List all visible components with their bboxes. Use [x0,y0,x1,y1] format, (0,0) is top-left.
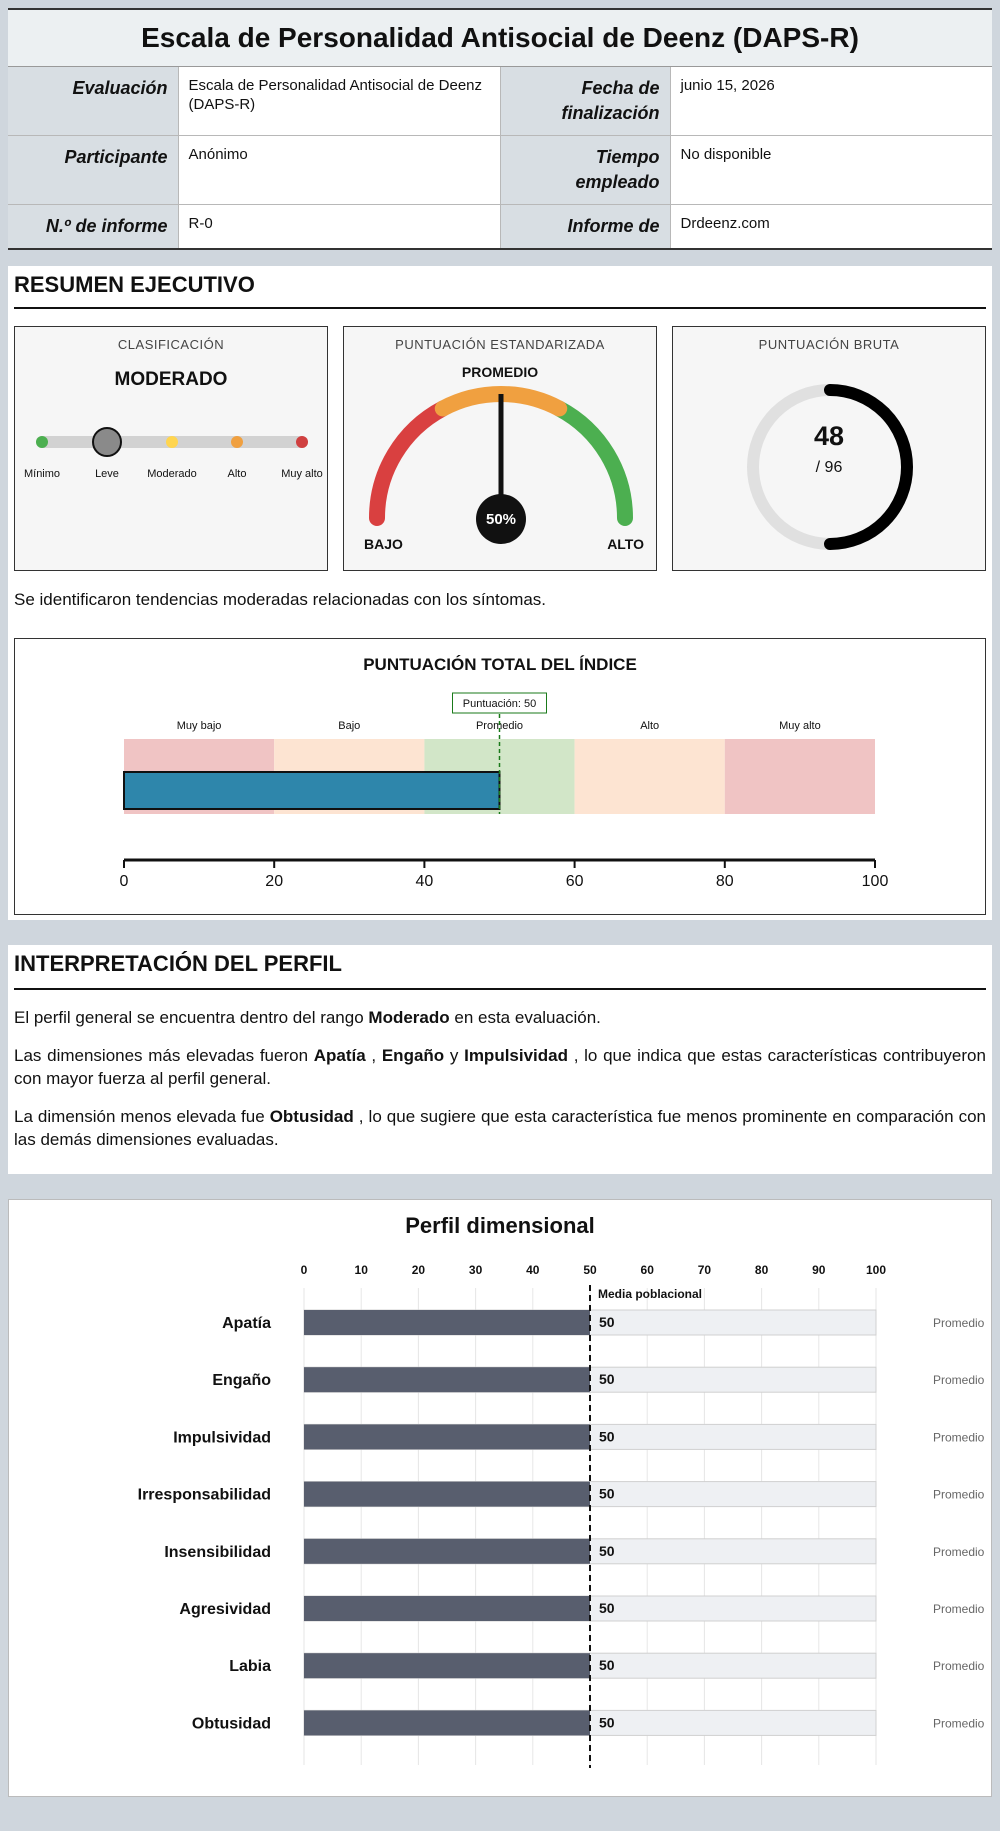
text-run-bold: Moderado [368,1008,450,1027]
dim-bar [304,1367,590,1392]
executive-summary-section [8,266,992,920]
dimension-name: Apatía [313,1046,366,1065]
section-divider [14,307,986,309]
index-band-label: Bajo [338,720,361,732]
dim-bar [304,1596,590,1621]
dim-bar [304,1482,590,1507]
info-label: Participante [8,136,178,205]
scale-level-dot [166,436,178,448]
dim-bar [304,1310,590,1335]
index-band-label: Promedio [475,720,524,732]
text-run: , lo que sugiere que esta característica fue menos prominente en comparación con las demás dimensiones evaluadas. [14,1107,987,1149]
text-run: El perfil general se encuentra dentro del rango [14,1008,364,1027]
dim-bar [304,1653,590,1678]
dim-value-label: 50 [599,1600,615,1616]
dims-x-tick-label: 60 [640,1263,654,1277]
dim-level-label: Promedio [933,1602,985,1616]
info-value: Drdeenz.com [670,205,992,249]
dim-bar [304,1424,590,1449]
scale-level-label: Alto [227,468,247,480]
card-caption: PUNTUACIÓN BRUTA [758,337,900,352]
dims-x-tick-label: 10 [354,1263,368,1277]
dim-level-label: Promedio [933,1659,985,1674]
classification-card [14,326,328,571]
index-x-tick-label: 40 [415,873,434,890]
info-value: junio 15, 2026 [670,67,992,136]
dim-value-label: 50 [599,1371,615,1388]
dimensions-chart [9,1200,991,1796]
scale-level-label: Muy alto [281,468,323,480]
dimension-name: Engaño [381,1046,445,1065]
dim-value-label: 50 [599,1542,615,1559]
interpretation-section [8,945,992,1174]
text-run: Las dimensiones más elevadas fueron [14,1046,309,1065]
index-band-label: Muy alto [779,720,821,732]
info-value: Anónimo [178,136,500,205]
raw-score-value: 48 [813,421,845,451]
scale-level-label: Moderado [147,468,197,480]
card-caption: CLASIFICACIÓN [117,337,225,352]
scale-level-dot [231,436,243,448]
report-header [8,8,992,250]
population-mean-label: Media poblacional [598,1287,703,1301]
dim-category-label: Apatía [222,1315,271,1332]
raw-score-card [672,326,986,571]
interpretation-paragraph [14,1006,986,1029]
dim-category-label: Impulsividad [173,1429,271,1447]
dim-level-label: Promedio [933,1544,985,1559]
scale-level-label: Mínimo [23,468,61,480]
standardized-score-card [343,326,657,571]
dim-value-label: 50 [599,1314,615,1330]
classification-value: MODERADO [114,369,228,390]
gauge-value-badge: 50% [476,494,526,544]
dims-x-tick-label: 40 [526,1263,540,1277]
report-info-table [8,67,992,248]
gauge-level-label: PROMEDIO [461,364,539,380]
info-label: Informe de [500,205,670,249]
index-score-label: Puntuación: 50 [462,698,537,710]
dim-value-label: 50 [599,1714,615,1731]
index-x-tick-label: 60 [565,873,584,890]
dimension-name: Obtusidad [269,1107,354,1126]
section-title: INTERPRETACIÓN DEL PERFIL [14,951,342,976]
info-row [8,205,992,249]
index-chart-box [14,638,986,915]
dim-category-label: Insensibilidad [164,1543,271,1561]
scale-level-dot [36,436,48,448]
dim-value-label: 50 [599,1485,615,1502]
section-title: RESUMEN EJECUTIVO [14,272,255,297]
dim-value-label: 50 [599,1657,615,1674]
index-score-bar [124,772,500,809]
dim-value-label: 50 [599,1428,615,1445]
index-band-label: Muy bajo [176,720,222,732]
dim-level-label: Promedio [933,1373,985,1388]
scale-level-dot [296,436,308,448]
text-run: La dimensión menos elevada fue [14,1107,265,1126]
dims-x-tick-label: 80 [754,1263,769,1277]
info-value: R-0 [178,205,500,249]
dims-x-tick-label: 70 [697,1263,712,1277]
gauge-segment-low [377,409,443,518]
card-caption: PUNTUACIÓN ESTANDARIZADA [395,337,605,352]
index-chart [15,639,985,914]
dimensional-profile-section [8,1199,992,1797]
info-value: No disponible [670,136,992,205]
text-run: y [449,1046,459,1065]
dim-level-label: Promedio [933,1430,985,1445]
index-band [575,739,725,814]
scale-level-label: Leve [95,468,119,480]
index-x-tick-label: 100 [861,873,889,890]
gauge-low-label: BAJO [364,536,403,552]
text-run: , [371,1046,377,1065]
raw-score-max: / 96 [815,459,843,476]
dim-bar [304,1539,590,1564]
dim-level-label: Promedio [933,1716,985,1731]
classification-scale [15,427,329,567]
index-chart-title: PUNTUACIÓN TOTAL DEL ÍNDICE [363,655,637,674]
index-band-label: Alto [640,720,660,732]
gauge-segment-high [559,409,625,518]
info-label: Fecha de finalización [500,67,670,136]
dim-category-label: Agresividad [179,1601,271,1618]
dim-level-label: Promedio [933,1316,985,1330]
index-x-tick-label: 0 [119,873,129,890]
info-row [8,67,992,136]
section-divider [14,988,986,990]
interpretation-paragraph [14,1044,986,1090]
index-x-tick-label: 20 [265,873,284,890]
dimension-name: Impulsividad [464,1046,569,1065]
dim-category-label: Engaño [212,1372,271,1390]
info-label: Tiempo empleado [500,136,670,205]
info-label: Evaluación [8,67,178,136]
text-run: , lo que indica que estas características contribuyeron con mayor fuerza al perfil general. [14,1046,986,1088]
dim-category-label: Labia [229,1658,271,1676]
dims-x-tick-label: 30 [468,1263,483,1277]
dim-level-label: Promedio [933,1487,985,1502]
dimensions-chart-title: Perfil dimensional [405,1213,595,1238]
dims-x-tick-label: 100 [865,1263,887,1277]
scale-marker [93,428,121,456]
dims-x-tick-label: 90 [812,1263,826,1277]
gauge-high-label: ALTO [607,536,644,552]
report-title: Escala de Personalidad Antisocial de Deenz (DAPS-R) [8,10,992,67]
index-band [725,739,875,814]
dims-x-tick-label: 50 [583,1263,597,1277]
info-label: N.º de informe [8,205,178,249]
dims-x-tick-label: 20 [411,1263,426,1277]
index-x-tick-label: 80 [715,873,734,890]
info-value: Escala de Personalidad Antisocial de Deenz (DAPS-R) [178,67,500,136]
dims-x-tick-label: 0 [300,1263,308,1277]
text-run: en esta evaluación. [454,1008,601,1027]
interpretation-paragraph [14,1105,986,1151]
info-row [8,136,992,205]
summary-statement: Se identificaron tendencias moderadas relacionadas con los síntomas. [14,590,547,609]
dim-bar [304,1710,590,1735]
dim-category-label: Obtusidad [191,1715,271,1733]
dim-category-label: Irresponsabilidad [137,1486,271,1504]
